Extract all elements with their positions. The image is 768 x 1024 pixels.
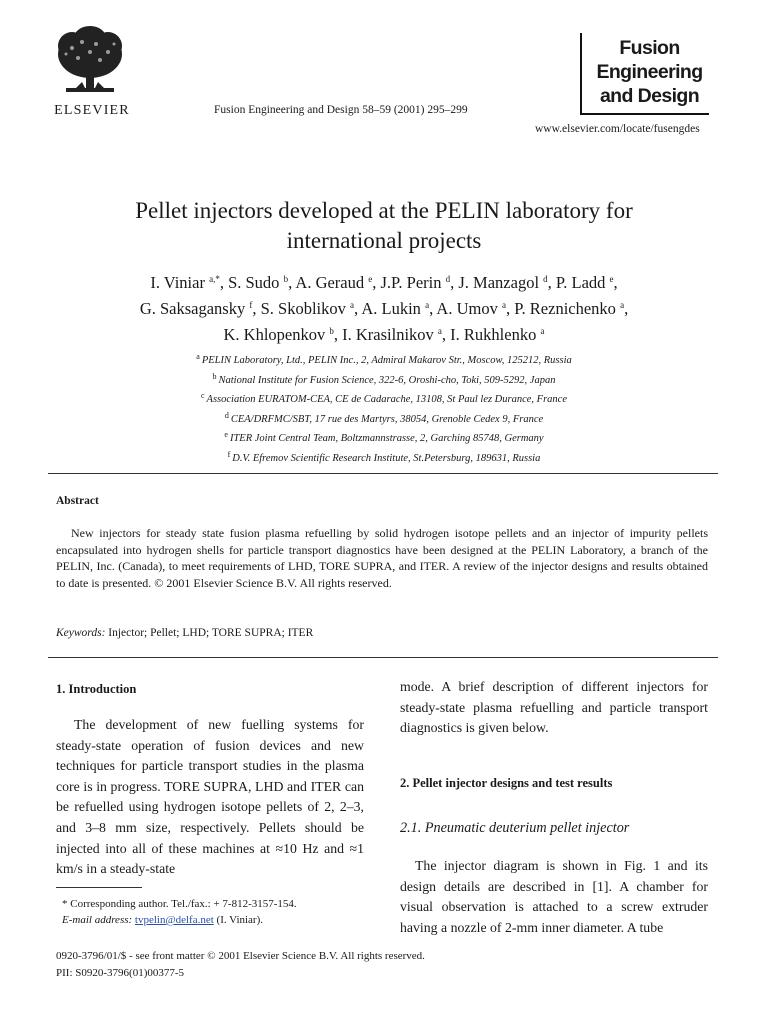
- author-name: I. Rukhlenko: [450, 325, 537, 344]
- keywords: [56, 627, 313, 639]
- affiliation: [40, 349, 728, 369]
- author-name: P. Reznichenko: [514, 299, 616, 318]
- journal-title-line: Engineering: [596, 61, 703, 83]
- email-suffix: (I. Viniar).: [216, 914, 264, 926]
- footnote: [62, 896, 297, 928]
- affiliation-mark: e: [224, 430, 228, 440]
- author-name: J. Manzagol: [458, 273, 540, 292]
- subsection-heading: 2.1. Pneumatic deuterium pellet injector: [400, 820, 630, 836]
- affiliation-text: PELIN Laboratory, Ltd., PELIN Inc., 2, Admiral Makarov Str., Moscow, 125212, Russia: [201, 355, 572, 366]
- corresponding-author-note: * Corresponding author. Tel./fax.: + 7-812-3157-154.: [62, 898, 297, 910]
- affiliation: [40, 408, 728, 428]
- affiliation: [40, 369, 728, 389]
- affiliation-text: CEA/DRFMC/SBT, 17 rue des Martyrs, 38054, Grenoble Cedex 9, France: [230, 413, 544, 425]
- author-name: A. Umov: [436, 299, 498, 318]
- author-affil-mark: d: [445, 274, 451, 284]
- affiliation-text: D.V. Efremov Scientific Research Institute, St.Petersburg, 189631, Russia: [232, 452, 541, 464]
- author-affil-mark: a: [425, 300, 430, 310]
- section-body-text: The injector diagram is shown in Fig. 1 and its design details are described in [1]. A chamber for visual observation is attached to a screw extruder having a nozzle of 2-mm inner diameter. A tube: [400, 858, 708, 935]
- author-name: J.P. Perin: [380, 273, 442, 292]
- author-affil-mark: e: [368, 274, 373, 284]
- author-affil-mark: a: [437, 326, 442, 336]
- copyright-block: [56, 948, 425, 981]
- paper-title-line: international projects: [286, 228, 482, 253]
- journal-url-link[interactable]: www.elsevier.com/locate/fusengdes: [535, 123, 700, 135]
- author-name: S. Sudo: [228, 273, 280, 292]
- section-body-text: The development of new fuelling systems for steady-state operation of fusion devices and new techniques for particle transport studies in the plasma core is in progress. TORE SUPRA, LHD and ITER can be refuelled using hydrogen isotope pellets of 2, 2–3, and 3–8 mm size, respectively. Pellets should be injected into all of these machines at ≈10 Hz and ≈1 km/s in a steady-state: [56, 717, 364, 877]
- affiliation-mark: a: [196, 352, 200, 361]
- section-heading: 2. Pellet injector designs and test results: [400, 776, 613, 790]
- author-name: P. Ladd: [555, 273, 606, 292]
- author-name: G. Saksagansky: [139, 299, 246, 318]
- email-line: [62, 912, 297, 928]
- email-link[interactable]: tvpelin@delfa.net: [134, 914, 214, 926]
- abstract-text: New injectors for steady state fusion plasma refuelling by solid hydrogen isotope pellets and an injector of impurity pellets encapsulated into hydrogen shells for particle transport diagnostics have been designed at the PELIN Laboratory, a branch of the PELIN, Inc. (Canada), to meet requirements of LHD, TORE SUPRA, and ITER. A review of the injector designs and results obtained to date is presented. © 2001 Elsevier Science B.V. All rights reserved.: [56, 526, 708, 590]
- author-affil-mark: a: [501, 300, 506, 310]
- journal-citation: Fusion Engineering and Design 58–59 (2001) 295–299: [214, 104, 468, 116]
- author-affil-mark: f: [249, 300, 253, 310]
- divider: [48, 473, 718, 474]
- affiliation-mark: f: [227, 449, 231, 459]
- affiliation: [40, 427, 728, 447]
- affiliation-mark: d: [224, 410, 229, 420]
- author-affil-mark: a,*: [209, 274, 220, 284]
- author-name: S. Skoblikov: [260, 299, 346, 318]
- author-affil-mark: b: [283, 274, 289, 284]
- author-line: I. Viniar $^{a,*}$, S. Sudo $^b$, A. Geraud $^e$, J.P. Perin $^d$, J. Manzagol $^d$, P. Ladd $^e$,: [150, 273, 618, 292]
- abstract-heading: Abstract: [56, 495, 99, 507]
- affiliation: [40, 447, 728, 467]
- journal-title-line: Fusion: [619, 37, 680, 59]
- affiliation-text: National Institute for Fusion Science, 322-6, Oroshi-cho, Toki, 509-5292, Japan: [218, 374, 556, 386]
- affiliation-list: [40, 349, 728, 467]
- paper-title: [40, 196, 728, 256]
- keywords-label: Keywords:: [56, 627, 106, 639]
- author-line: G. Saksagansky $^f$, S. Skoblikov $^a$, A. Lukin $^a$, A. Umov $^a$, P. Reznichenko $^a$,: [139, 299, 629, 318]
- journal-title-box: [580, 33, 709, 115]
- affiliation-mark: b: [212, 371, 217, 381]
- email-label: E-mail address:: [62, 914, 133, 926]
- footnote-divider: [56, 887, 142, 888]
- journal-title: [590, 36, 709, 108]
- elsevier-tree-logo: [52, 24, 128, 100]
- affiliation-text: Association EURATOM-CEA, CE de Cadarache, 13108, St Paul lez Durance, France: [206, 394, 567, 406]
- author-name: I. Viniar: [150, 273, 205, 292]
- author-line: K. Khlopenkov $^b$, I. Krasilnikov $^a$, I. Rukhlenko $^a$: [223, 325, 545, 344]
- copyright-line: 0920-3796/01/$ - see front matter © 2001 Elsevier Science B.V. All rights reserved.: [56, 950, 425, 962]
- journal-title-line: and Design: [599, 85, 700, 107]
- paper-title-line: Pellet injectors developed at the PELIN laboratory for: [135, 198, 633, 223]
- author-name: A. Lukin: [361, 299, 421, 318]
- author-affil-mark: a: [620, 300, 625, 310]
- author-affil-mark: d: [543, 274, 548, 284]
- author-affil-mark: a: [350, 300, 354, 310]
- divider: [48, 657, 718, 658]
- publisher-name: ELSEVIER: [54, 103, 130, 118]
- affiliation: [40, 388, 728, 408]
- author-name: I. Krasilnikov: [342, 325, 434, 344]
- body-text-continuation: mode. A brief description of different injectors for steady-state plasma refuelling and particle transport diagnostics is given below.: [400, 679, 708, 736]
- author-name: A. Geraud: [295, 273, 365, 292]
- author-list: [40, 268, 728, 346]
- author-affil-mark: e: [609, 274, 614, 284]
- author-affil-mark: a: [540, 326, 545, 336]
- affiliation-text: ITER Joint Central Team, Boltzmannstrasse, 2, Garching 85748, Germany: [229, 433, 544, 445]
- author-affil-mark: b: [329, 326, 334, 336]
- author-name: K. Khlopenkov: [223, 325, 326, 344]
- affiliation-mark: c: [200, 391, 205, 401]
- section-heading: 1. Introduction: [56, 682, 137, 696]
- pii-line: PII: S0920-3796(01)00377-5: [56, 966, 185, 979]
- keywords-list: Injector; Pellet; LHD; TORE SUPRA; ITER: [108, 627, 314, 639]
